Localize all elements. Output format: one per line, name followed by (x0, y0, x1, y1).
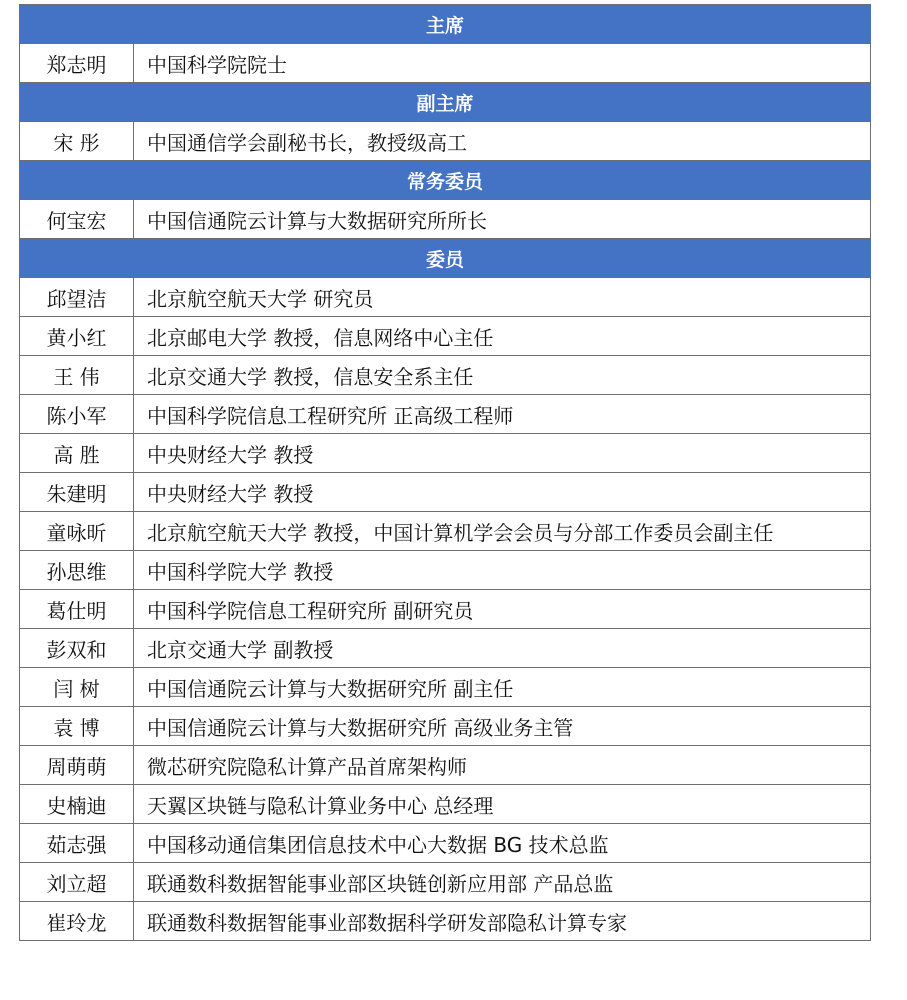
member-title: 中国科学院信息工程研究所 正高级工程师 (134, 395, 871, 434)
member-row (20, 707, 871, 746)
member-name: 何宝宏 (20, 200, 134, 239)
member-row (20, 668, 871, 707)
member-title: 微芯研究院隐私计算产品首席架构师 (134, 746, 871, 785)
member-name: 王 伟 (20, 356, 134, 395)
member-name: 史楠迪 (20, 785, 134, 824)
section-header-row (20, 161, 871, 200)
member-name: 刘立超 (20, 863, 134, 902)
member-title: 北京邮电大学 教授，信息网络中心主任 (134, 317, 871, 356)
member-row (20, 863, 871, 902)
member-title: 中国移动通信集团信息技术中心大数据 BG 技术总监 (134, 824, 871, 863)
member-title: 北京交通大学 副教授 (134, 629, 871, 668)
member-title: 天翼区块链与隐私计算业务中心 总经理 (134, 785, 871, 824)
member-title: 联通数科数据智能事业部区块链创新应用部 产品总监 (134, 863, 871, 902)
member-name: 宋 彤 (20, 122, 134, 161)
member-name: 孙思维 (20, 551, 134, 590)
member-row (20, 473, 871, 512)
member-row (20, 785, 871, 824)
member-name: 周萌萌 (20, 746, 134, 785)
member-name: 袁 博 (20, 707, 134, 746)
member-row (20, 512, 871, 551)
member-name: 郑志明 (20, 44, 134, 83)
member-name: 陈小军 (20, 395, 134, 434)
member-title: 北京航空航天大学 教授，中国计算机学会会员与分部工作委员会副主任 (134, 512, 871, 551)
member-row (20, 629, 871, 668)
member-title: 北京交通大学 教授，信息安全系主任 (134, 356, 871, 395)
member-row (20, 122, 871, 161)
member-title: 北京航空航天大学 研究员 (134, 278, 871, 317)
member-title: 中国通信学会副秘书长，教授级高工 (134, 122, 871, 161)
member-row (20, 356, 871, 395)
section-header-row (20, 83, 871, 122)
member-row (20, 395, 871, 434)
member-row (20, 551, 871, 590)
member-name: 朱建明 (20, 473, 134, 512)
member-title: 中国信通院云计算与大数据研究所所长 (134, 200, 871, 239)
member-title: 中国信通院云计算与大数据研究所 高级业务主管 (134, 707, 871, 746)
member-name: 彭双和 (20, 629, 134, 668)
section-heading: 委员 (20, 239, 871, 278)
member-name: 高 胜 (20, 434, 134, 473)
member-name: 童咏昕 (20, 512, 134, 551)
member-name: 邱望洁 (20, 278, 134, 317)
member-name: 崔玲龙 (20, 902, 134, 941)
member-row (20, 317, 871, 356)
member-row (20, 902, 871, 941)
member-name: 茹志强 (20, 824, 134, 863)
section-header-row (20, 239, 871, 278)
committee-roster-table (19, 4, 871, 941)
member-row (20, 590, 871, 629)
committee-roster-body (20, 5, 871, 941)
member-title: 中央财经大学 教授 (134, 473, 871, 512)
member-name: 闫 树 (20, 668, 134, 707)
member-row (20, 746, 871, 785)
section-heading: 常务委员 (20, 161, 871, 200)
member-title: 中央财经大学 教授 (134, 434, 871, 473)
member-row (20, 44, 871, 83)
member-title: 联通数科数据智能事业部数据科学研发部隐私计算专家 (134, 902, 871, 941)
member-title: 中国科学院院士 (134, 44, 871, 83)
section-header-row (20, 5, 871, 44)
member-name: 黄小红 (20, 317, 134, 356)
member-title: 中国科学院大学 教授 (134, 551, 871, 590)
member-row (20, 200, 871, 239)
member-title: 中国科学院信息工程研究所 副研究员 (134, 590, 871, 629)
member-row (20, 434, 871, 473)
section-heading: 副主席 (20, 83, 871, 122)
member-name: 葛仕明 (20, 590, 134, 629)
section-heading: 主席 (20, 5, 871, 44)
member-row (20, 278, 871, 317)
member-row (20, 824, 871, 863)
member-title: 中国信通院云计算与大数据研究所 副主任 (134, 668, 871, 707)
